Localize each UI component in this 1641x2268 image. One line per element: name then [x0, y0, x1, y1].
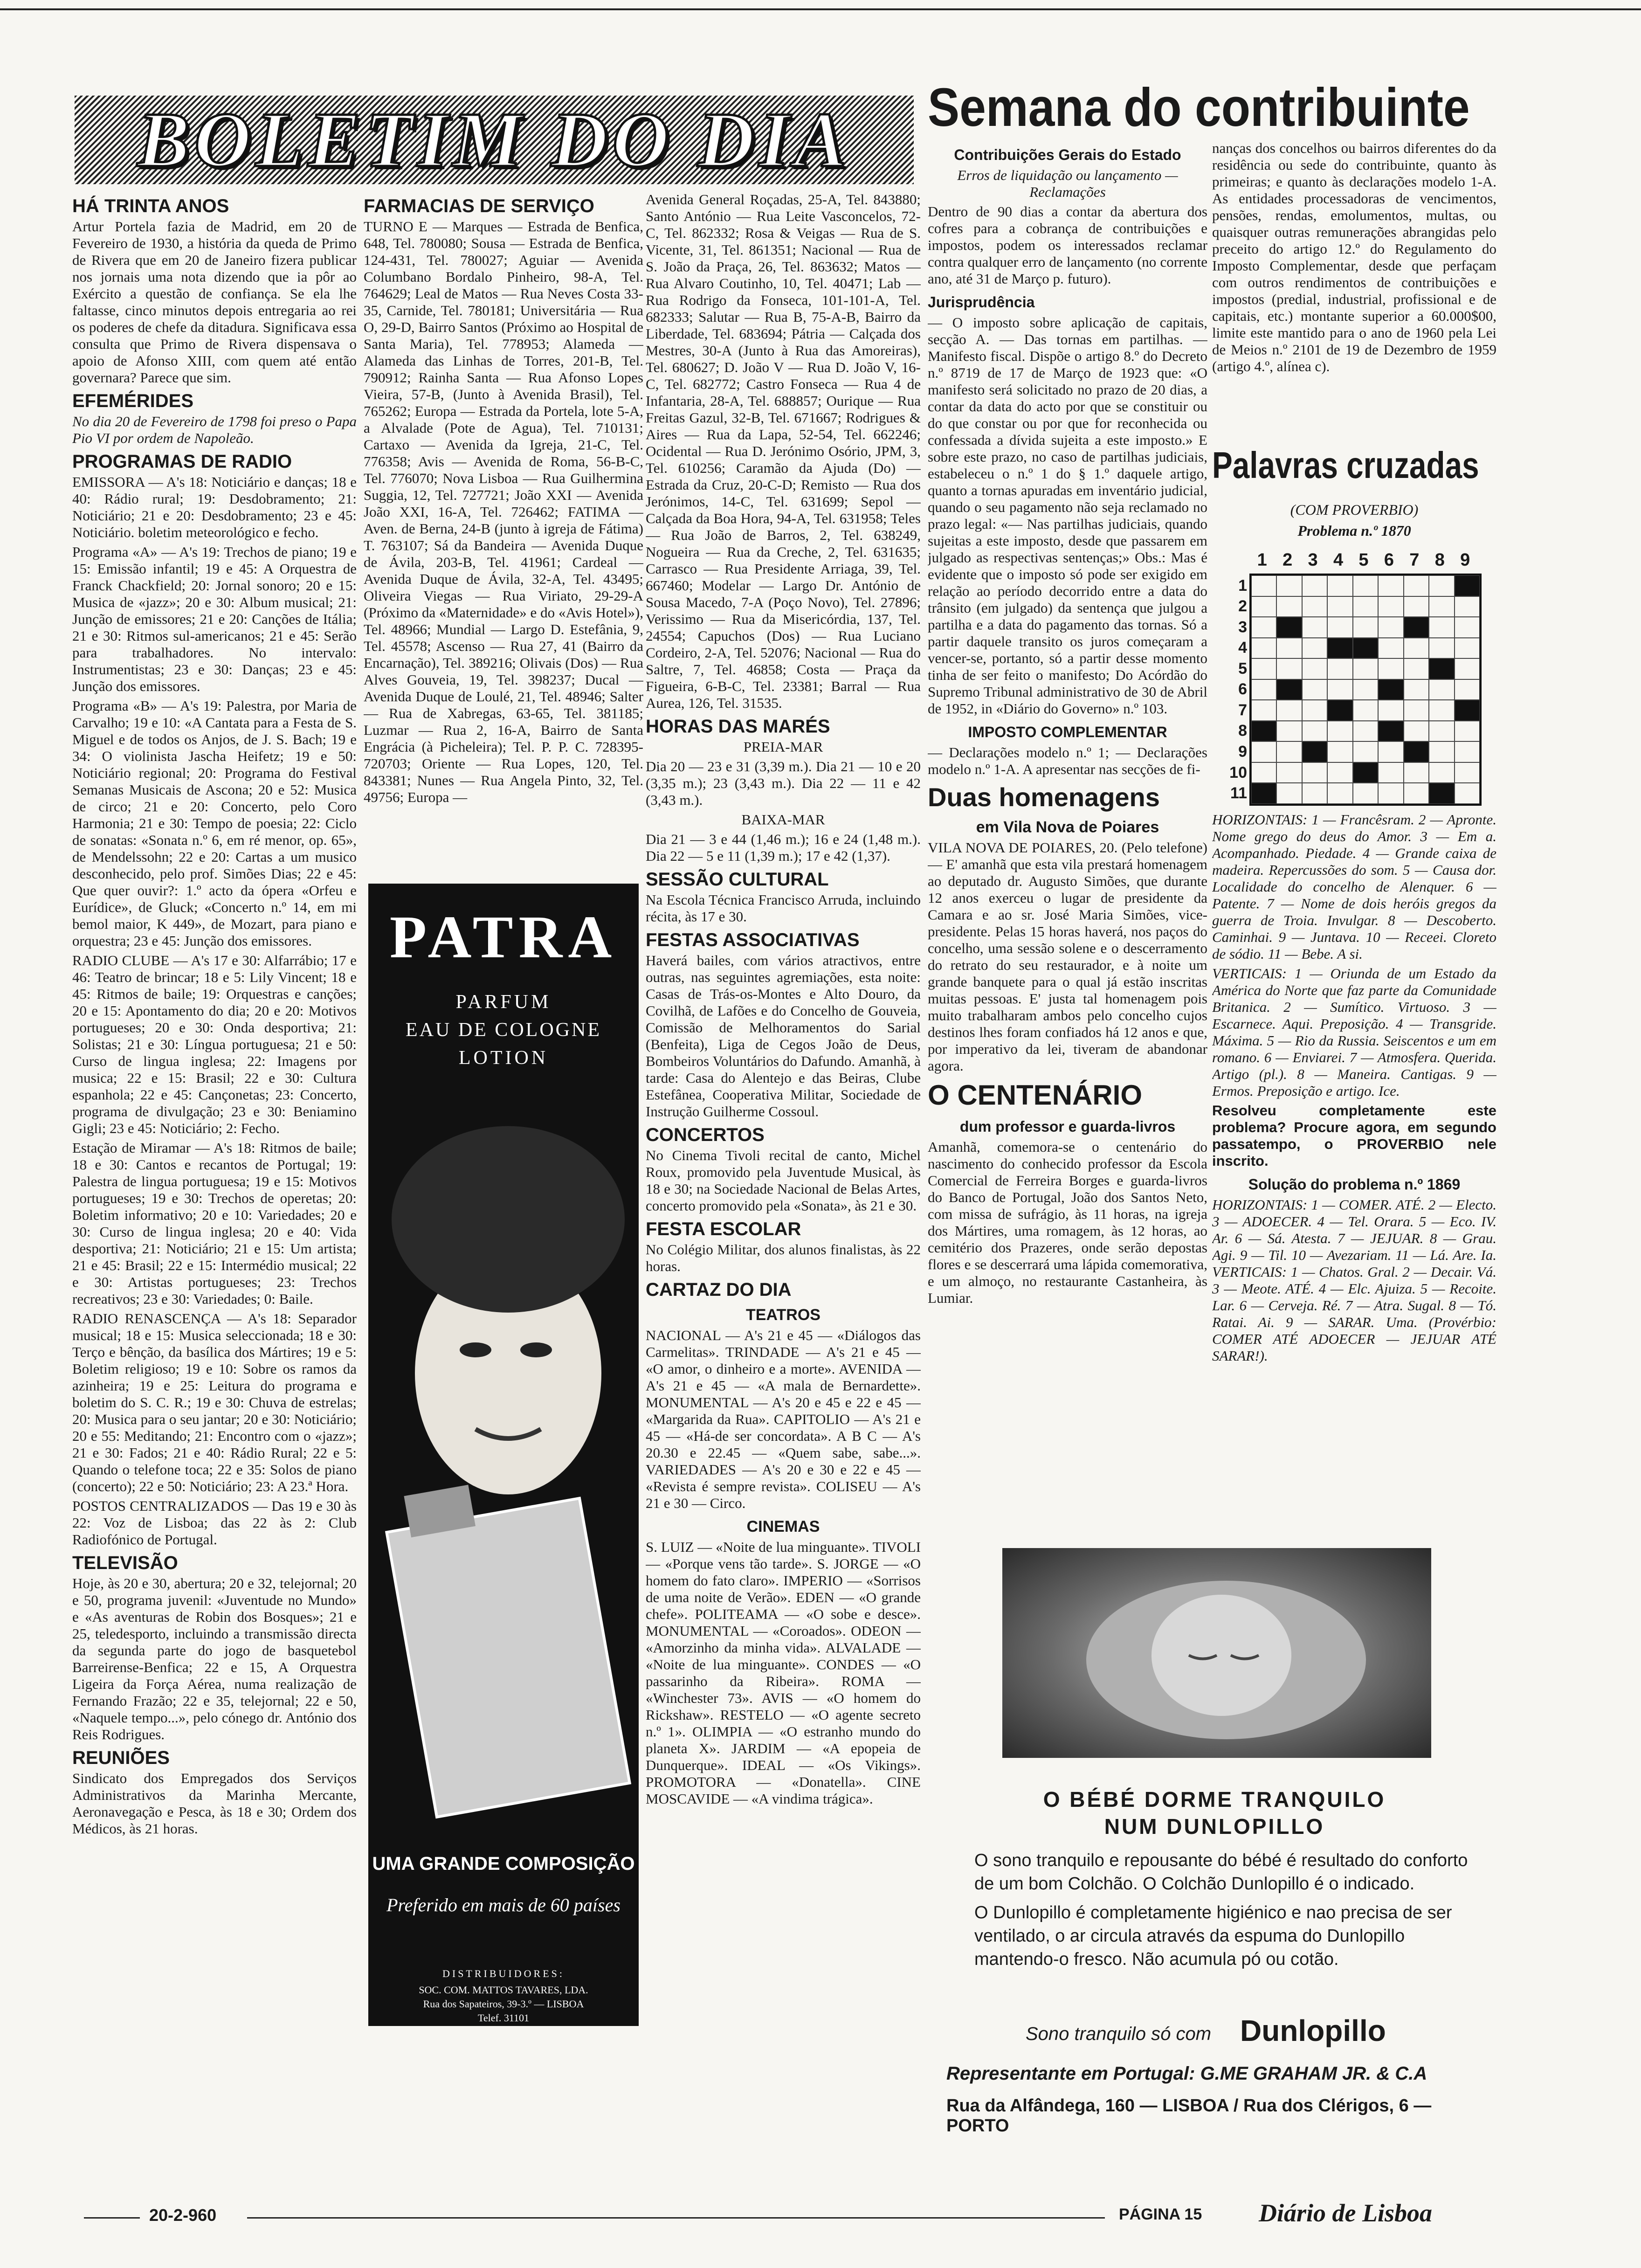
- patra-cologne: EAU DE COLOGNE: [406, 1019, 601, 1041]
- crossword-cell: [1404, 741, 1429, 762]
- semana-title: Semana do contribuinte: [928, 77, 1470, 138]
- crossword-cell: [1353, 679, 1378, 700]
- heading-trinta-anos: HÁ TRINTA ANOS: [72, 196, 229, 216]
- crossword-cell: [1251, 658, 1276, 679]
- text-baixa-mar: Dia 21 — 3 e 44 (1,46 m.); 16 e 24 (1,48 m.). Dia 22 — 5 e 11 (1,39 m.); 17 e 42 (1,37).: [646, 831, 921, 864]
- crossword-cell: [1378, 658, 1403, 679]
- grid-col-number: 8: [1434, 550, 1445, 570]
- crossword-cell: [1327, 617, 1352, 638]
- masthead-title: BOLETIM DO DIA: [137, 96, 851, 183]
- heading-reunioes: REUNIÕES: [72, 1748, 170, 1768]
- heading-imposto-complementar: IMPOSTO COMPLEMENTAR: [968, 724, 1167, 740]
- crossword-cell: [1302, 762, 1327, 783]
- crossword-cell: [1429, 617, 1454, 638]
- crossword-cell: [1404, 617, 1429, 638]
- crossword-cell: [1455, 679, 1480, 700]
- patra-address: Rua dos Sapateiros, 39-3.º — LISBOA: [423, 1998, 584, 2010]
- crossword-cell: [1378, 721, 1403, 742]
- crossword-cell: [1429, 741, 1454, 762]
- patra-slogan: UMA GRANDE COMPOSIÇÃO: [372, 1853, 635, 1874]
- crossword-cell: [1378, 596, 1403, 617]
- crossword-cell: [1327, 679, 1352, 700]
- patra-distribuidores: DISTRIBUIDORES:: [442, 1968, 565, 1979]
- text-teatros: NACIONAL — A's 21 e 45 — «Diálogos das Carmelitas». TRINDADE — A's 21 e 45 — «O amor, o dinheiro e a morte». AVENIDA — A's 21 e 45 — «A mala de Bernardette». MONUMENTAL — A's 20 e 45 e 22 e 45 — «Margarida da Rua». CAPITOLIO — A's 21 e 45 — «Há-de ser concordata». A B C — A's 20.30 e 22.45 — «Quem sabe, sabe...». VARIEDADES — A's 20 e 30 e 22 e 45 — «Revista é sempre revista». COLISEU — A's 21 e 30 — Circo.: [646, 1327, 921, 1511]
- crossword-cell: [1276, 617, 1302, 638]
- patra-company: SOC. COM. MATTOS TAVARES, LDA.: [419, 1984, 588, 1996]
- masthead: [75, 96, 914, 184]
- crossword-cell: [1378, 741, 1403, 762]
- text-televisao: Hoje, às 20 e 30, abertura; 20 e 32, telejornal; 20 e 50, programa juvenil: «Juventude no Mundo» e «As aventuras de Robin dos Bosques»; 21 e 25, teledesporto, incluindo a transmissão directa da segunda parte do jogo de basquetebol Barreirense-Benfica; 22 e 15, A Orquestra Ligeira da Força Aérea, numa realização de Fernando Frazão; 22 e 35, telejornal; 22 e 50, «Naquele tempo...», pelo cónego dr. António dos Reis Rodrigues.: [72, 1575, 357, 1742]
- crossword-cell: [1429, 575, 1454, 596]
- footer-paper-name: Diário de Lisboa: [1259, 2199, 1432, 2227]
- text-cinemas: S. LUIZ — «Noite de lua minguante». TIVOLI — «Porque vens tão tarde». S. JORGE — «O homem do fato claro». IMPERIO — «Sorrisos de uma noite de Verão». EDEN — «O grande chefe». POLITEAMA — «O sobe e desce». MONUMENTAL — «Coroados». ODEON — «Amorzinho da minha vida». ALVALADE — «Noite de lua minguante». CONDES — «O passarinho da Ribeira». ROMA — «Winchester 73». AVIS — «O homem do Rickshaw». RESTELO — «O agente secreto n.º 1». OLIMPIA — «O estranho mundo do planeta X». JARDIM — «A epopeia de Dunquerque». IDEAL — «Os Vikings». PROMOTORA — «Donatella». CINE MOSCAVIDE — «A vindima trágica».: [646, 1539, 921, 1807]
- crossword-cell: [1353, 700, 1378, 721]
- crossword-cell: [1378, 762, 1403, 783]
- dunlopillo-headline: [930, 1786, 1499, 1840]
- text-festa-escolar: No Colégio Militar, dos alunos finalistas, às 22 horas.: [646, 1241, 921, 1274]
- column-cruzadas: [1212, 811, 1496, 1539]
- heading-contribuicoes: Contribuições Gerais do Estado: [954, 146, 1181, 163]
- text-imposto-cont: nanças dos concelhos ou bairros diferentes do da residência ou sede do contribuinte, quanto às primeiras; e quanto às declarações modelo 1-A. As entidades processadoras de vencimentos, pensões, rendas, emolumentos, multas, ou quaisquer outras remunerações abrangidas pelo preceito do artigo 12.º do Regulamento do Imposto Complementar, desde que perfaçam com outros rendimentos de contribuições e impostos (predial, industrial, profissional e de capitais, etc.) montante superior a 60.000$00, limite este mantido para o ano de 1960 pela Lei de Meios n.º 2101 de 19 de Dezembro de 1959 (artigo 4.º, alínea c).: [1212, 140, 1496, 374]
- text-radio-clube: RADIO CLUBE — A's 17 e 30: Alfarrábio; 17 e 46: Teatro de brincar; 18 e 5: Lily Vincent; 18 e 45: Ritmos de baile; 19: Orquestras e canções; 20 e 15: Apontamento do dia; 20 e 20: Motivos portugueses; 20 e 30: Onda desportiva; 21: Solistas; 21 e 30: Língua portuguesa; 21 e 50: Curso de lingua inglesa; 22: Imagens por musica; 22 e 15: Brasil; 22 e 30: Cultura espanhola; 22 e 45: Cançonetas; 23: Concerto, programa de divulgação; 23 e 30: Beniamino Gigli; 23 e 45: Noticiário; 2: Fecho.: [72, 952, 357, 1136]
- heading-festa-escolar: FESTA ESCOLAR: [646, 1219, 801, 1239]
- crossword-cell: [1404, 700, 1429, 721]
- patra-preferido: Preferido em mais de 60 países: [386, 1895, 621, 1915]
- grid-row-number: 2: [1238, 597, 1247, 615]
- heading-festas: FESTAS ASSOCIATIVAS: [646, 930, 860, 950]
- text-resolveu: Resolveu completamente este problema? Procure agora, em segundo passatempo, o PROVERBIO nele inscrito.: [1212, 1102, 1496, 1169]
- crossword-cell: [1378, 575, 1403, 596]
- heading-cartaz: CARTAZ DO DIA: [646, 1279, 792, 1300]
- crossword-cell: [1302, 617, 1327, 638]
- crossword-cell: [1276, 596, 1302, 617]
- crossword-cell: [1302, 700, 1327, 721]
- column-farmacias: [364, 191, 643, 877]
- crossword-cell: [1404, 721, 1429, 742]
- crossword-cell: [1404, 638, 1429, 659]
- dunlopillo-body: [974, 1849, 1478, 1971]
- crossword-cell: [1455, 575, 1480, 596]
- crossword-cell: [1251, 638, 1276, 659]
- text-farmacias: TURNO E — Marques — Estrada de Benfica, 648, Tel. 780080; Sousa — Estrada de Benfica, 124-431, Tel. 780027; Aguiar — Avenida Columbano Bordalo Pinheiro, 98-A, Tel. 764629; Leal de Matos — Rua Neves Costa 33-35, Carnide, Tel. 780181; Universitária — Rua O, 29-D, Bairro Santos (Próximo ao Hospital de Santa Maria), Tel. 778953; Alameda — Alameda das Linhas de Torres, 201-B, Tel. 790912; Rainha Santa — Rua Afonso Lopes Vieira, 57-B, (Junto à Avenida Brasil), Tel. 765262; Europa — Estrada da Portela, lote 5-A, a Alvalade (Pote de Agua), Tel. 710131; Cartaxo — Avenida da Igreja, 21-C, Tel. 776358; Avis — Avenida de Roma, 56-B-C, Tel. 776070; Nova Lisboa — Rua Guilhermina Suggia, 12, Tel. 727721; João XXI — Avenida João XXI, 16-A, Tel. 726462; FATIMA — Aven. de Berna, 24-B (junto à igreja de Fátima) T. 763107; Sá da Bandeira — Avenida Duque de Ávila, 203-B, Tel. 41961; Cardeal — Avenida Duque de Ávila, 32-A, Tel. 43495; Oliveira Viegas — Rua Viriato, 29-29-A (Próximo da «Maternidade» e do «Avis Hotel»), Tel. 48966; Mundial — Largo D. Estefânia, 9, Tel. 45578; Ascenso — Rua 27, 41 (Bairro da Encarnação), Tel. 389216; Olivais (Dos) — Rua Alves Gouveia, 19, Tel. 398237; Ducal — Avenida Duque de Loulé, 21, Tel. 48946; Salter — Rua de Xabregas, 63-65, Tel. 381185; Luzmar — Rua 2, 16-A, Bairro de Santa Engrácia (à Picheleira); Tel. P. P. C. 728395-720703; Oriente — Rua Lopes, 120, Tel. 843381; Nunes — Rua Angela Pinto, 32, Tel. 49756; Europa —: [364, 218, 643, 805]
- sleeping-baby-photo: [1002, 1548, 1431, 1758]
- crossword-cell: [1455, 783, 1480, 804]
- crossword-cell: [1327, 638, 1352, 659]
- heading-farmacias: FARMACIAS DE SERVIÇO: [364, 196, 594, 216]
- crossword-cell: [1353, 617, 1378, 638]
- text-verticais: VERTICAIS: 1 — Oriunda de um Estado da América do Norte que faz parte da Comunidade Britanica. 2 — Sumítico. Virtuoso. 3 — Escarnece. Aqui. Preposição. 4 — Transgride. Máxima. 5 — Rio da Russia. Seiscentos e um em romano. 6 — Enviarei. 7 — Atmosfera. Querida. Artigo (pl.). 8 — Maneira. Cantigas. 9 — Ermos. Preposição e artigo. Ice.: [1212, 965, 1496, 1099]
- crossword-cell: [1302, 638, 1327, 659]
- footer-rule-left: [84, 2217, 140, 2219]
- heading-televisao: TELEVISÃO: [72, 1553, 178, 1573]
- crossword-cell: [1353, 741, 1378, 762]
- text-programa-a: Programa «A» — A's 19: Trechos de piano; 19 e 15: Emissão infantil; 19 e 45: A Orquestra de Franck Chackfield; 20: Jornal sonoro; 20 e 15: Musica de «jazz»; 20 e 30: Album musical; 21: Junção de emissores; 21 e 20: Canções de Itália; 21 e 30: Ritmos sul-americanos; 21 e 45: Serão para trabalhadores. No intervalo: Instrumentistas; 23 e 30: Danças; 23 e 45: Junção dos emissores.: [72, 544, 357, 694]
- crossword-cell: [1429, 721, 1454, 742]
- crossword-cell: [1378, 783, 1403, 804]
- crossword-cell: [1404, 783, 1429, 804]
- text-imposto-complementar: — Declarações modelo n.º 1; — Declarações modelo n.º 1-A. A apresentar nas secções de fi-: [928, 744, 1207, 777]
- baby-illustration: [1002, 1548, 1431, 1758]
- dunlopillo-para-1: O sono tranquilo e repousante do bébé é resultado do conforto de um bom Colchão. O Colchão Dunlopillo é o indicado.: [974, 1851, 1468, 1894]
- patra-phone: Telef. 31101: [477, 2012, 530, 2024]
- text-erros: Dentro de 90 dias a contar da abertura dos cofres para a cobrança de contribuições e impostos, podem os interessados reclamar contra qualquer erro de lançamento (no corrente ano, até 31 de Março p. futuro).: [928, 203, 1207, 287]
- text-jurisprudencia: — O imposto sobre aplicação de capitais, secção A. — Das tornas em partilhas. — Manifesto fiscal. Dispõe o artigo 8.º do Decreto n.º 8719 de 17 de Março de 1923 que: «O manifesto será solicitado no prazo de 20 dias, a contar da data do acto por que se constituir ou do que constar ou por que for reconhecida ou confessada a dívida sujeita a este imposto.» E sobre este prazo, no caso de partilhas judiciais, estabeleceu o n.º 1 do § 1.º daquele artigo, quanto a tornas apuradas em inventário judicial, quando o seu pagamento não seja reclamado no prazo legal: «— Nas partilhas judiciais, quando sujeitas a este imposto, desde que passarem em julgado as respectivas sentenças;» Obs.: Mas é evidente que o imposto só pode ser exigido em relação ao período decorrido entre a data do trânsito (em julgado) da sentença que julgou a partilha e a data do pagamento das tornas. Só a partir daquele transito os juros começaram a vencer-se, portanto, só a partir desse momento tinha de ser feito o manifesto; Do Acórdão do Supremo Tribunal administrativo de 30 de Abril de 1952, in «Diário do Governo» n.º 103.: [928, 314, 1207, 717]
- crossword-cell: [1353, 596, 1378, 617]
- crossword-cell: [1276, 762, 1302, 783]
- crossword-cell: [1353, 638, 1378, 659]
- text-sessao-cultural: Na Escola Técnica Francisco Arruda, incluindo récita, às 17 e 30.: [646, 892, 921, 925]
- crossword-cell: [1378, 679, 1403, 700]
- grid-row-numbers: [1224, 575, 1247, 804]
- grid-col-number: 6: [1384, 550, 1394, 570]
- crossword-cell: [1327, 596, 1352, 617]
- grid-column-numbers: [1249, 550, 1478, 570]
- crossword-cell: [1455, 721, 1480, 742]
- crossword-cell: [1302, 575, 1327, 596]
- crossword-cell: [1327, 658, 1352, 679]
- heading-solucao: Solução do problema n.º 1869: [1248, 1176, 1461, 1193]
- dunlopillo-headline-1: O BÉBÉ DORME TRANQUILO: [1043, 1787, 1386, 1812]
- heading-erros: Erros de liquidação ou lançamento — Reclamações: [957, 167, 1178, 200]
- grid-row-number: 3: [1238, 618, 1247, 636]
- crossword-cell: [1353, 658, 1378, 679]
- palavras-subtitle: (COM PROVERBIO): [1290, 501, 1419, 518]
- crossword-cell: [1276, 658, 1302, 679]
- grid-col-number: 4: [1333, 550, 1344, 570]
- crossword-cell: [1251, 575, 1276, 596]
- palavras-problema: Problema n.º 1870: [1297, 522, 1411, 539]
- crossword-cell: [1429, 658, 1454, 679]
- column-contribuinte: [928, 140, 1207, 1529]
- crossword-cell: [1327, 700, 1352, 721]
- heading-efemerides: EFEMÉRIDES: [72, 391, 194, 411]
- palavras-cruzadas-title: Palavras cruzadas: [1212, 444, 1479, 486]
- text-centenario: Amanhã, comemora-se o centenário do nascimento do conhecido professor da Escola Comercial de Ferreira Borges e guarda-livros do Banco de Portugal, João dos Santos Neto, com missa de sufrágio, às 11 horas, na igreja dos Mártires, uma romagem, às 12 horas, ao cemitério dos Prazeres, onde serão depostas flores e se descerrará uma lápida comemorativa, e um almoço, no restaurante Castanheira, às Lumiar.: [928, 1139, 1207, 1306]
- text-preia-mar: Dia 20 — 23 e 31 (3,39 m.). Dia 21 — 10 e 20 (3,35 m.); 23 (3,43 m.). Dia 22 — 11 e 42 (3,43 m.).: [646, 758, 921, 808]
- crossword-cell: [1251, 762, 1276, 783]
- crossword-cell: [1251, 721, 1276, 742]
- crossword-cell: [1353, 575, 1378, 596]
- heading-concertos: CONCERTOS: [646, 1125, 765, 1145]
- crossword-cell: [1429, 596, 1454, 617]
- dunlopillo-para-2: O Dunlopillo é completamente higiénico e nao precisa de ser ventilado, o ar circula através da espuma do Dunlopillo mantendo-o fresco. Não acumula pó ou cotão.: [974, 1903, 1452, 1969]
- crossword-cell: [1378, 700, 1403, 721]
- dunlopillo-slogan: Sono tranquilo só com: [1026, 2024, 1212, 2044]
- crossword-cell: [1404, 762, 1429, 783]
- crossword-cell: [1404, 679, 1429, 700]
- grid-row-number: 6: [1238, 680, 1247, 698]
- heading-cinemas: CINEMAS: [746, 1518, 820, 1535]
- crossword-cell: [1276, 721, 1302, 742]
- crossword-cell: [1302, 658, 1327, 679]
- column-cartaz: [646, 191, 921, 2187]
- heading-homenagens: Duas homenagens: [928, 782, 1160, 812]
- heading-preia-mar: PREIA-MAR: [743, 739, 823, 755]
- column-radio: [72, 191, 357, 2196]
- crossword-cell: [1251, 700, 1276, 721]
- top-rule: [0, 8, 1641, 10]
- crossword-cell: [1251, 741, 1276, 762]
- grid-col-number: 2: [1282, 550, 1293, 570]
- crossword-cell: [1455, 596, 1480, 617]
- heading-vila-nova: em Vila Nova de Poiares: [976, 818, 1159, 836]
- crossword-cell: [1429, 783, 1454, 804]
- crossword-cell: [1251, 596, 1276, 617]
- crossword-cell: [1327, 741, 1352, 762]
- crossword-cell: [1404, 596, 1429, 617]
- crossword-cell: [1455, 741, 1480, 762]
- text-emissora: EMISSORA — A's 18: Noticiário e danças; 18 e 40: Rádio rural; 19: Desdobramento; 21: Noticiário; 21 e 20: Desdobramento; 23 e 45: Noticiário. boletim meteorológico e fecho.: [72, 474, 357, 540]
- crossword-cell: [1327, 762, 1352, 783]
- heading-jurisprudencia: Jurisprudência: [928, 294, 1035, 311]
- grid-row-number: 10: [1229, 763, 1247, 781]
- dunlopillo-headline-2: NUM DUNLOPILLO: [1104, 1814, 1325, 1839]
- crossword-cell: [1455, 658, 1480, 679]
- crossword-cell: [1429, 700, 1454, 721]
- crossword-cell: [1429, 679, 1454, 700]
- crossword-cell: [1327, 783, 1352, 804]
- text-programa-b: Programa «B» — A's 19: Palestra, por Maria de Carvalho; 19 e 10: «A Cantata para a Festa de S. Miguel e de todos os Anjos, de J. S. Bach; 19 e 34: O violinista Jascha Heifetz; 19 e 50: Noticiário regional; 20: Programa do Festival Semanas Musicais de Ascona; 20 e 52: Musica de circo; 21 e 20: Concerto, pelo Coro Harmonia; 21 e 30: Tempo de poesia; 22: Ciclo de sonatas: «Sonata n.º 6, em ré menor, op. 65», de Mendelssohn; 22 e 20: Cartas a um musico desconhecido, pelo prof. Simões Dias; 22 e 45: Que quer ouvir?: 1.º acto da ópera «Orfeu e Eurídice», de Gluck; «Concerto n.º 14, em mi bemol maior, K 449», de Mozart, para piano e orquestra; 23 e 45: Junção dos emissores.: [72, 698, 357, 949]
- crossword-cell: [1251, 783, 1276, 804]
- crossword-cell: [1302, 596, 1327, 617]
- grid-col-number: 3: [1308, 550, 1318, 570]
- text-solucao: HORIZONTAIS: 1 — COMER. ATÉ. 2 — Electo. 3 — ADOECER. 4 — Tel. Orara. 5 — Eco. IV. Ar. 6 — Sá. Atesta. 7 — JEJUAR. 8 — Grau. Agi. 9 — Til. 10 — Avezariam. 11 — Lá. Are. Ia. VERTICAIS: 1 — Chatos. Gral. 2 — Decair. Vá. 3 — Meote. ATÉ. 4 — Elc. Ajuiza. 5 — Recoite. Lar. 6 — Cerveja. Ré. 7 — Atra. Sugal. 8 — Tó. Ratai. Ai. 9 — SARAR. Uma. (Provérbio: COMER ATÉ ADOECER — JEJUAR ATÉ SARAR!).: [1212, 1196, 1496, 1364]
- crossword-cell: [1378, 617, 1403, 638]
- text-concertos: No Cinema Tivoli recital de canto, Michel Roux, promovido pela Juventude Musical, às 18 e 30; na Sociedade Nacional de Belas Artes, concerto promovido pela «Sonata», às 21 e 30.: [646, 1147, 921, 1214]
- crossword-cell: [1327, 721, 1352, 742]
- crossword-grid: [1249, 574, 1482, 806]
- crossword-cell: [1251, 617, 1276, 638]
- crossword-cell: [1302, 721, 1327, 742]
- grid-row-number: 11: [1230, 784, 1247, 802]
- grid-row-number: 4: [1238, 639, 1247, 657]
- dunlopillo-address: Rua da Alfândega, 160 — LISBOA / Rua dos Clérigos, 6 — PORTO: [946, 2096, 1432, 2136]
- text-renascenca: RADIO RENASCENÇA — A's 18: Separador musical; 18 e 15: Musica seleccionada; 18 e 30: Terço e bênção, da basílica dos Mártires; 19 e 5: Boletim religioso; 19 e 10: Sobre os ramos da azinheira; 19 e 25: Leitura do programa e boletim do S. C. R.; 19 e 30: Chuva de estrelas; 20: Musica para o seu jantar; 20 e 30: Noticiário; 20 e 55: Meditando; 21: Encontro com o «jazz»; 21 e 30: Fados; 21 e 40: Rádio Rural; 22 e 5: Quando o telefone toca; 22 e 35: Solos de piano (concerto); 22 e 50: Noticiário; 23: A 23.ª Hora.: [72, 1310, 357, 1494]
- text-farmacias-cont: Avenida General Roçadas, 25-A, Tel. 843880; Santo António — Rua Leite Vasconcelos, 72-C, Tel. 862332; Rosa & Veigas — Rua de S. Vicente, 31, Tel. 861351; Nacional — Rua de S. João da Praça, 26, Tel. 863632; Matos — Rua Alvaro Coutinho, 10, Tel. 40471; Lab — Rua Rodrigo da Fonseca, 101-101-A, Tel. 682333; Salutar — Rua B, 75-A-B, Bairro da Liberdade, Tel. 683694; Pátria — Calçada dos Mestres, 30-A (Junto à Rua das Amoreiras), Tel. 680627; D. João V — Rua D. João V, 16-C, Tel. 682772; Castro Fonseca — Rua 4 de Infantaria, 28-A, Tel. 688857; Ourique — Rua Freitas Gazul, 32-B, Tel. 671667; Rodrigues & Aires — Rua da Lapa, 52-54, Tel. 662246; Ocidental — Rua D. Jerónimo Osório, JPM, 3, Tel. 610256; Caramão da Ajuda (Do) — Estrada da Cruz, 20-C-D; Remisto — Rua dos Jerónimos, 14-C, Tel. 631699; Sepol — Calçada da Boa Hora, 94-A, Tel. 631958; Teles — Rua João de Barros, 2, Tel. 638249, Nogueira — Rua da Creche, 2, Tel. 631635; Carrasco — Rua Presidente Arriaga, 39, Tel. 667460; Modelar — Largo Dr. António de Sousa Macedo, 7-A (Poço Novo), Tel. 27896; Verissimo — Rua da Misericórdia, 137, Tel. 24554; Capuchos (Dos) — Rua Luciano Cordeiro, 2-A, Tel. 52076; Nacional — Rua do Saltre, 7, Tel. 46858; Costa — Praça da Figueira, 6-B-C, Tel. 23381; Barral — Rua Aurea, 126, Tel. 31535.: [646, 191, 921, 711]
- column-cruzadas-top: [1212, 140, 1496, 438]
- grid-col-number: 9: [1460, 550, 1470, 570]
- crossword-cell: [1276, 638, 1302, 659]
- crossword-cell: [1302, 741, 1327, 762]
- text-horizontais: HORIZONTAIS: 1 — Francêsram. 2 — Apronte. Nome grego do deus do Amor. 3 — Em a. Acompanhado. Piedade. 4 — Grande caixa de madeira. Repercussões do som. 5 — Causa dor. Localidade do concelho de Alenquer. 6 — Patente. 7 — Nome de dois heróis gregos da guerra de Troia. Invulgar. 8 — Descoberto. Caminhai. 9 — Juntava. 10 — Receei. Cloreto de sódio. 11 — Bebe. A si.: [1212, 811, 1496, 962]
- crossword-cell: [1276, 741, 1302, 762]
- crossword-cell: [1251, 679, 1276, 700]
- text-reunioes: Sindicato dos Empregados dos Serviços Administrativos da Marinha Mercante, Aeronavegação e Pesca, às 18 e 30; Ordem dos Médicos, às 21 horas.: [72, 1770, 357, 1837]
- text-efemerides: No dia 20 de Fevereiro de 1798 foi preso o Papa Pio VI por ordem de Napoleão.: [72, 413, 357, 446]
- heading-programas-radio: PROGRAMAS DE RADIO: [72, 451, 292, 472]
- crossword-cell: [1455, 638, 1480, 659]
- heading-sessao-cultural: SESSÃO CULTURAL: [646, 869, 829, 890]
- text-postos: POSTOS CENTRALIZADOS — Das 19 e 30 às 22: Voz de Lisboa; das 22 às 2: Club Radiofónico de Portugal.: [72, 1498, 357, 1548]
- grid-row-number: 1: [1238, 576, 1247, 595]
- crossword-cell: [1404, 575, 1429, 596]
- crossword-cell: [1302, 679, 1327, 700]
- grid-col-number: 7: [1409, 550, 1420, 570]
- crossword-cell: [1276, 783, 1302, 804]
- crossword-cell: [1353, 762, 1378, 783]
- grid-row-number: 5: [1238, 659, 1247, 678]
- patra-parfum: PARFUM: [455, 991, 552, 1013]
- text-festas: Haverá bailes, com vários atractivos, entre outras, nas seguintes agremiações, esta noite: Casas de Trás-os-Montes e Alto Douro, da Covilhã, de Lafões e do Concelho de Gouveia, Comissão de Melhoramentos do Sarial (Benfeita), Liga de Cegos João de Deus, Bombeiros Voluntários do Dafundo. Amanhã, à tarde: Casa do Alentejo e das Beiras, Clube Estefânea, Cooperativa Militar, Sociedade de Instrução Guilherme Cossoul.: [646, 952, 921, 1120]
- footer-date: 20-2-960: [149, 2206, 217, 2225]
- crossword-cell: [1276, 575, 1302, 596]
- text-trinta-anos: Artur Portela fazia de Madrid, em 20 de Fevereiro de 1930, a história da queda de Primo de Rivera que em 20 de Janeiro fizera publicar nos jornais uma nota dizendo que ia pôr ao Exército a questão de confiança. Se ela lhe faltasse, cinco minutos depois entregaria ao rei os poderes de chefe da ditadura. Significava essa consulta que Primo de Rivera dispensava o apoio de Afonso XIII, com quem até então governara? Parece que sim.: [72, 218, 357, 386]
- text-miramar: Estação de Miramar — A's 18: Ritmos de baile; 18 e 30: Cantos e recantos de Portugal; 19: Palestra de lingua portuguesa; 19 e 15: Motivos portugueses; 19 e 30: Trechos de operetas; 20: Boletim informativo; 20 e 10: Variedades; 20 e 30: Curso de lingua inglesa; 20 e 40: Vida desportiva; 21: Noticiário; 21 e 15: Um artista; 21 e 45: Brasil; 22 e 15: Intermédio musical; 22 e 30: Artistas portugueses; 23: Trechos recreativos; 23 e 30: Variedades; 0: Baile.: [72, 1140, 357, 1307]
- crossword-cell: [1276, 679, 1302, 700]
- patra-lotion: LOTION: [458, 1047, 549, 1069]
- grid-row-number: 7: [1238, 701, 1247, 719]
- heading-baixa-mar: BAIXA-MAR: [741, 811, 825, 828]
- dunlopillo-representante: Representante em Portugal: G.ME GRAHAM JR. & C.A: [946, 2063, 1427, 2084]
- crossword-cell: [1455, 617, 1480, 638]
- crossword-cell: [1327, 575, 1352, 596]
- grid-col-number: 5: [1358, 550, 1369, 570]
- footer-rule-mid: [247, 2217, 1105, 2219]
- crossword-cell: [1429, 638, 1454, 659]
- heading-mares: HORAS DAS MARÉS: [646, 716, 830, 737]
- crossword-cell: [1378, 638, 1403, 659]
- heading-centenario-sub: dum professor e guarda-livros: [959, 1118, 1176, 1135]
- crossword-cell: [1404, 658, 1429, 679]
- crossword-cell: [1353, 783, 1378, 804]
- crossword-cell: [1302, 783, 1327, 804]
- heading-teatros: TEATROS: [746, 1306, 820, 1324]
- grid-row-number: 9: [1238, 743, 1247, 761]
- crossword-cell: [1353, 721, 1378, 742]
- heading-centenario: O CENTENÁRIO: [928, 1079, 1143, 1111]
- dunlopillo-brand: Dunlopillo: [1240, 2014, 1386, 2047]
- footer-page: PÁGINA 15: [1119, 2206, 1202, 2223]
- grid-row-number: 8: [1238, 722, 1247, 740]
- patra-brand: PATRA: [389, 904, 618, 971]
- text-homenagens: VILA NOVA DE POIARES, 20. (Pelo telefone) — E' amanhã que esta vila prestará homenagem ao deputado dr. Augusto Simões, que durante 12 anos exerceu o lugar de presidente da Camara e ao sr. José Maria Simões, vice-presidente. Pelas 15 horas haverá, nos paços do concelho, uma sessão solene e o descerramento do retrato do seu restaurador, e à noite um grande banquete para o qual já estão inscritas muitas pessoas. E' justa tal homenagem pois muito trabalharam ambos pelo concelho cujos destinos lhes foram confiados há 12 anos e que, por imperativo da lei, tiveram de abandonar agora.: [928, 839, 1207, 1074]
- crossword-cell: [1429, 762, 1454, 783]
- crossword-cell: [1455, 700, 1480, 721]
- crossword-cell: [1276, 700, 1302, 721]
- crossword-cell: [1455, 762, 1480, 783]
- grid-col-number: 1: [1257, 550, 1267, 570]
